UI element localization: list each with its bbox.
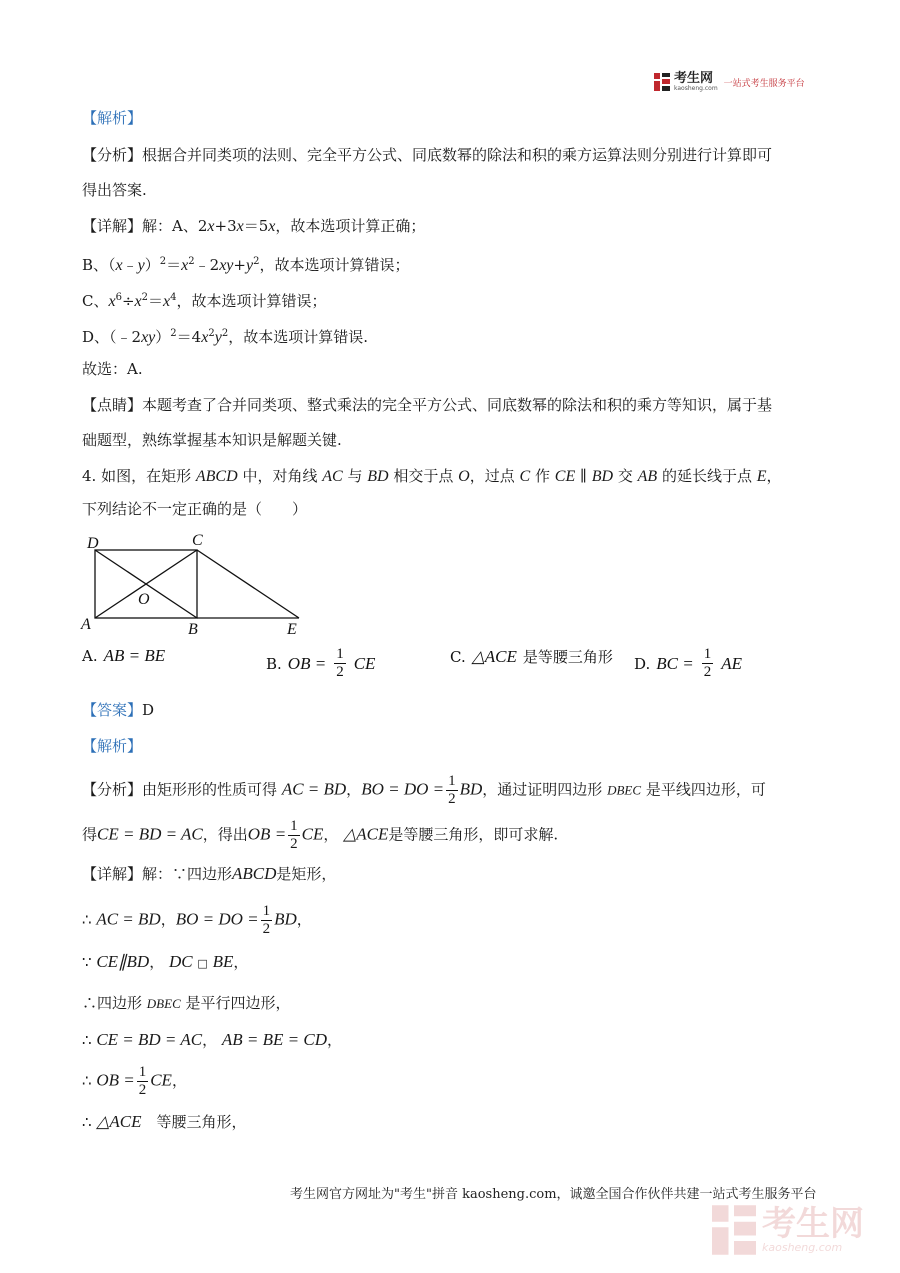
q4-detail-4: ∴四边形 DBEC 是平行四边形，: [82, 994, 291, 1012]
q4-detail-6: ∴ OB = $\frac{1}{2}$ CE，: [82, 1064, 187, 1098]
watermark-url: kaosheng.com: [762, 1240, 843, 1254]
q4-fenxi-line-1: 【分析】由矩形形的性质可得 AC = BD，BO = DO = $\frac{1}{2}$ BD，通过证明四边形 DBEC 是平线四边形，可: [82, 773, 766, 807]
prev-dianjing-1: 【点睛】本题考查了合并同类项、整式乘法的完全平方公式、同底数幂的除法和积的乘方等知识，属于基: [82, 396, 773, 414]
option-b-label: B.: [266, 654, 282, 673]
option-c[interactable]: [450, 646, 613, 667]
option-b-fraction: $\frac{1}{2}$: [336, 646, 344, 680]
option-c-expr: △ACE: [471, 646, 517, 666]
watermark-logo-icon: [712, 1205, 756, 1255]
q4-detail-7: ∴ △ACE 等腰三角形，: [82, 1112, 247, 1131]
option-c-text: 是等腰三角形: [522, 648, 613, 666]
prev-dianjing-2: 础题型，熟练掌握基本知识是解题关键.: [82, 431, 342, 449]
q4-figure: [78, 528, 310, 644]
q4-answer: 【答案】D: [82, 701, 155, 719]
q4-detail-3: ∵ CE∥BD， DC □ BE，: [82, 952, 249, 971]
q4-fenxi-line-2: 得CE = BD = AC，得出OB = $\frac{1}{2}$ CE， △ACE是等腰三角形，即可求解.: [82, 818, 559, 852]
option-d[interactable]: [634, 646, 742, 681]
prev-detail-b: B、$(x﹣y)^2=x^2﹣2xy+y^2$，故本选项计算错误；: [82, 256, 410, 274]
watermark: [712, 1205, 864, 1255]
option-c-label: C.: [450, 647, 466, 666]
prev-detail-d: D、$(﹣2xy)^2=4x^2y^2$，故本选项计算错误.: [82, 328, 368, 346]
header-logo: [654, 72, 805, 92]
logo-name: 考生网: [674, 71, 714, 86]
q4-detail-1: 【详解】解：∵四边形ABCD是矩形，: [82, 864, 337, 883]
logo-icon: [654, 73, 670, 91]
option-a-expr: AB = BE: [103, 646, 166, 665]
option-a[interactable]: [82, 646, 165, 666]
label-c: C: [192, 532, 203, 549]
option-b-left: OB =: [287, 653, 327, 673]
prev-jiexi-heading: 【解析】: [82, 109, 143, 127]
logo-slogan: 一站式考生服务平台: [723, 78, 805, 89]
label-d: D: [87, 535, 99, 552]
q4-jiexi-heading: 【解析】: [82, 737, 143, 755]
q4-stem-line-1: 4. 如图，在矩形 ABCD 中，对角线 AC 与 BD 相交于点 O，过点 C 作 CE ∥ BD 交 AB 的延长线于点 E，: [82, 467, 782, 485]
logo-text: [674, 72, 718, 92]
logo-url: kaosheng.com: [674, 85, 718, 92]
label-a: A: [81, 616, 91, 633]
segment-ce: [197, 550, 299, 618]
option-d-right: AE: [721, 653, 742, 673]
prev-choose: 故选：A.: [82, 360, 143, 378]
prev-fenxi-line-2: 得出答案.: [82, 181, 147, 199]
label-o: O: [138, 591, 150, 608]
q4-detail-5: ∴ CE = BD = AC， AB = BE = CD，: [82, 1030, 342, 1049]
label-e: E: [287, 621, 297, 638]
option-d-left: BC =: [656, 653, 694, 673]
option-b-right: CE: [353, 653, 376, 673]
prev-detail-c: C、$x^6\div x^2=x^4$，故本选项计算错误；: [82, 292, 327, 310]
option-b[interactable]: [266, 646, 375, 681]
option-d-fraction: $\frac{1}{2}$: [703, 646, 712, 680]
option-a-label: A.: [82, 647, 98, 665]
label-b: B: [188, 621, 198, 638]
prev-detail-a: 【详解】解：A、2x+3x＝5x，故本选项计算正确；: [82, 217, 426, 235]
q4-stem-line-2: 下列结论不一定正确的是（ ）: [82, 500, 308, 518]
q4-detail-2: ∴ AC = BD，BO = DO = $\frac{1}{2}$ BD，: [82, 903, 312, 937]
prev-fenxi-line-1: 【分析】根据合并同类项的法则、完全平方公式、同底数幂的除法和积的乘方运算法则分别进行计算即可: [82, 146, 773, 164]
option-d-label: D.: [634, 654, 651, 673]
watermark-name: 考生网: [762, 1203, 864, 1244]
footer-text: 考生网官方网址为"考生"拼音 kaosheng.com，诚邀全国合作伙伴共建一站式考生服务平台: [290, 1187, 817, 1202]
